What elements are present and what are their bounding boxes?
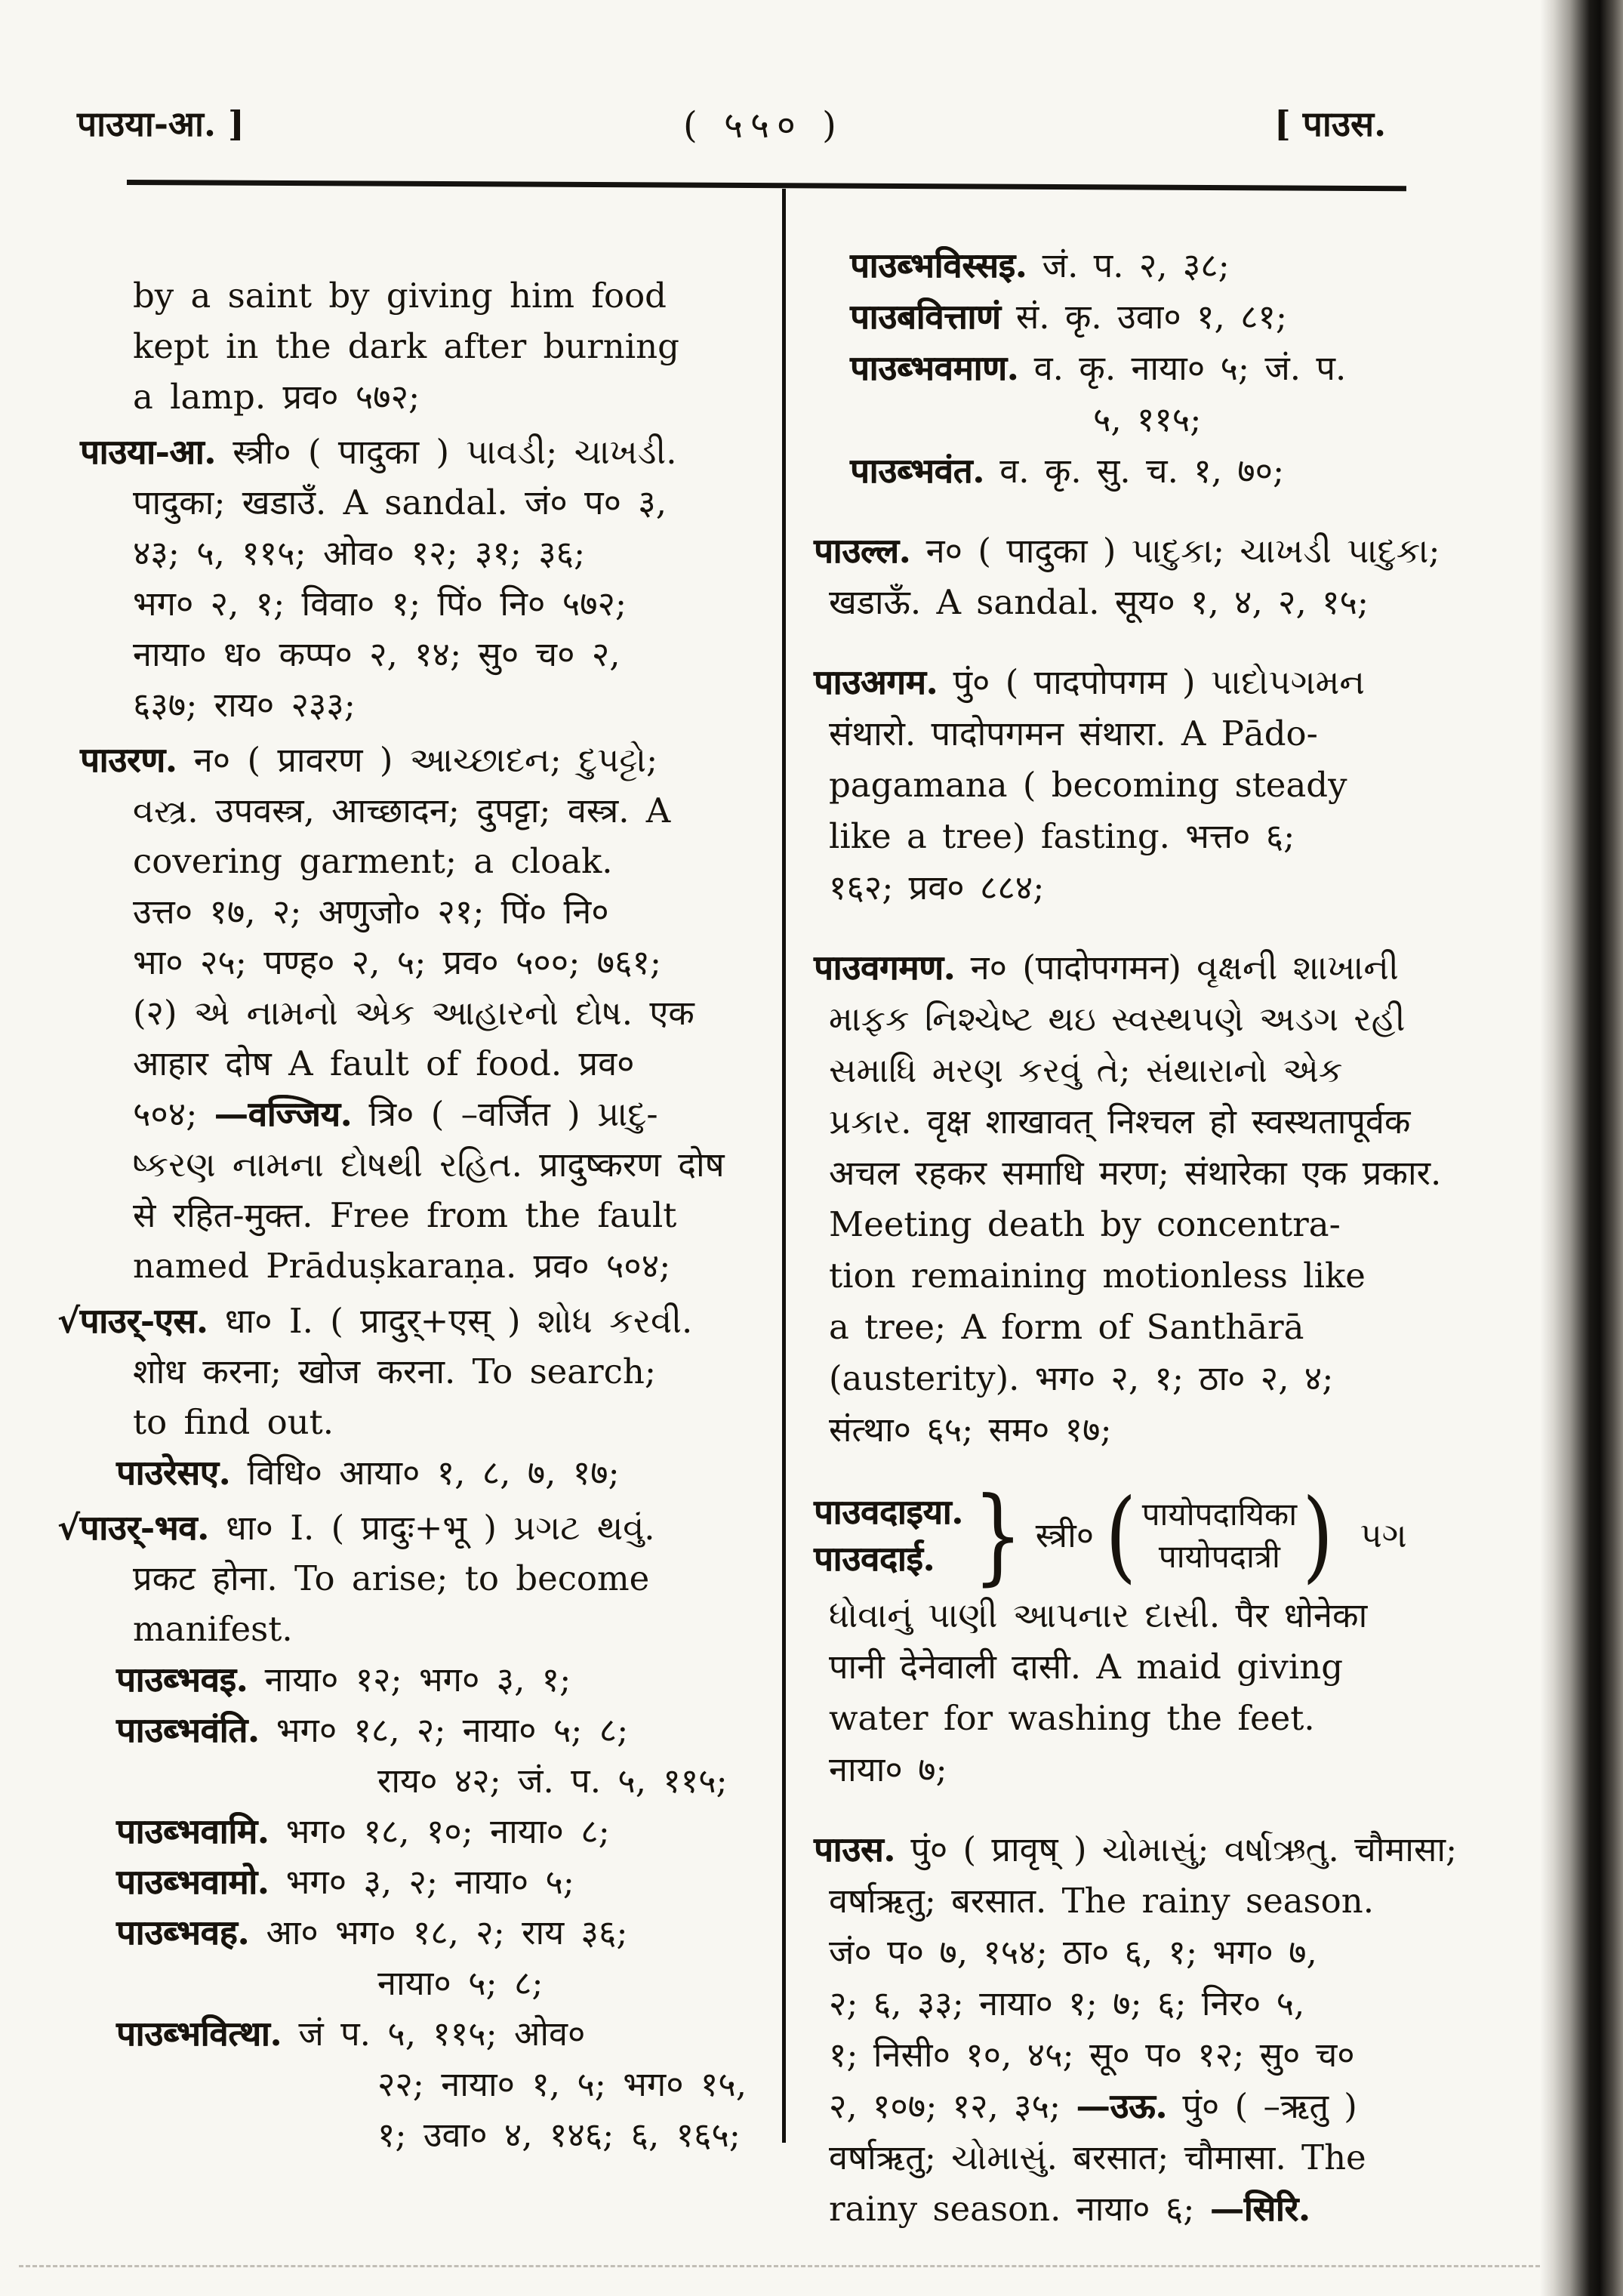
text-line <box>814 1250 1542 1302</box>
header-rule <box>127 180 1406 191</box>
text-line <box>75 937 782 988</box>
text-line <box>75 1190 782 1240</box>
text-run: वर्षाऋतु; ચોમાસું. बरसात; चौमासा. The <box>829 2137 1366 2177</box>
right-column <box>814 240 1542 2235</box>
text-line <box>75 1038 782 1089</box>
text-line <box>814 1404 1542 1456</box>
text-run: (austerity). भग० २, १; ठा० २, ४; <box>829 1358 1334 1398</box>
text-run: अचल रहकर समाधि मरण; संथारेका एक प्रकार. <box>829 1153 1442 1193</box>
text-run: પ્રકાર. वृक्ष शाखावत् निश्चल हो स्वस्थतापूर्वक <box>829 1102 1411 1142</box>
brace-headwords <box>814 1489 963 1583</box>
entry-line <box>814 942 1542 994</box>
text-run: ધોવાનું પાણી આપનાર દાસી. पैर धोनेका <box>829 1595 1368 1635</box>
text-line <box>814 1927 1542 1978</box>
text-line <box>814 343 1542 394</box>
column-divider <box>782 189 786 2143</box>
headword: पाउल्ल. <box>814 531 911 571</box>
text-line <box>75 1806 782 1857</box>
text-run: न० ( पादुका ) પાદુકા; ચાખડી પાદુકા; <box>910 531 1440 571</box>
text-run: named Prāduṣkaraṇa. प्रव० ५०४; <box>133 1246 671 1286</box>
close-paren: ) <box>1302 1478 1334 1594</box>
left-column <box>57 270 782 2160</box>
text-run: વસ્ત્ર. उपवस्त्र, आच्छादन; दुपट्टा; वस्त्र. A <box>133 791 671 831</box>
text-run: rainy season. नाया० ६; <box>829 2189 1210 2229</box>
text-line <box>75 2110 782 2160</box>
running-head-right: [ पाउस. <box>1274 103 1387 144</box>
text-run: ४३; ५, ११५; ओव० १२; ३१; ३६; <box>133 533 586 573</box>
headword: पाउअगम. <box>814 662 938 702</box>
text-run: भग० १८, २; नाया० ५; ८; <box>259 1710 629 1750</box>
text-run: संत्था० ६५; सम० १७; <box>829 1410 1112 1450</box>
text-line <box>75 1857 782 1907</box>
text-line <box>75 886 782 937</box>
text-run: २२; नाया० १, ५; भग० १५, <box>377 2064 747 2104</box>
text-run: खडाऊँ. A sandal. सूय० १, ४, २, १५; <box>829 582 1369 622</box>
text-line <box>75 1346 782 1397</box>
headword: पाउवदाइया. <box>814 1492 963 1532</box>
running-head-left: पाउया-आ. ] <box>77 103 245 144</box>
headword: —वज्जिय. <box>214 1094 353 1134</box>
headword: पाउब्भवइ. <box>116 1660 248 1700</box>
entry-line <box>814 525 1542 577</box>
binding-shadow-band <box>1540 0 1623 2296</box>
text-run: २; ६, ३३; नाया० १; ७; ६; निर० ५, <box>829 1983 1305 2023</box>
text-line <box>814 1045 1542 1096</box>
text-run: सं. कृ. उवा० १, ८१; <box>1000 297 1288 337</box>
brace-entry <box>814 1475 1542 1596</box>
text-line <box>814 708 1542 760</box>
text-line <box>75 2059 782 2110</box>
text-line <box>814 1641 1542 1693</box>
text-run: covering garment; a cloak. <box>133 841 613 881</box>
text-line <box>814 577 1542 628</box>
text-run: न० ( प्रावरण ) આચ્છાદન; દુપટ્ટો; <box>177 740 658 780</box>
text-run: a lamp. प्रव० ५७२; <box>133 377 420 417</box>
text-run: शोध करना; खोज करना. To search; <box>133 1351 656 1391</box>
text-run: Meeting death by concentra- <box>829 1204 1341 1244</box>
text-run: धा० I. ( प्रादुः+भू ) પ્રગટ થવું. <box>208 1508 655 1548</box>
text-line <box>75 1654 782 1705</box>
text-line <box>814 2132 1542 2184</box>
text-run: जं० प० ७, १५४; ठा० ६, १; भग० ७, <box>829 1932 1317 1972</box>
text-run: (२) એ નામનો એક આહારનો દોષ. एक <box>133 993 694 1033</box>
text-run: સમાધિ મરણ કરવું તે; સંથારાનો એક <box>829 1050 1343 1090</box>
text-run: by a saint by giving him food <box>133 276 667 316</box>
text-run: न० (पादोपगमन) વૃક્ષની શાખાની <box>955 948 1399 988</box>
text-line <box>814 291 1542 343</box>
text-line <box>75 321 782 371</box>
headword: —उऊ. <box>1076 2086 1168 2126</box>
text-run: भग० १८, १०; नाया० ८; <box>269 1811 610 1851</box>
text-line <box>814 1199 1542 1250</box>
text-run: से रहित-मुक्त. Free from the fault <box>133 1195 677 1235</box>
text-run: ६३७; राय० २३३; <box>133 685 356 725</box>
headword: पाउब्भविस्सइ. <box>850 245 1027 285</box>
text-run: विधि० आया० १, ८, ७, १७; <box>230 1453 620 1493</box>
text-run: ષ્કરણ નામના દોષથી રહિત. प्रादुष्करण दोष <box>133 1145 725 1185</box>
text-run: प्रकट होना. To arise; to become <box>133 1558 650 1598</box>
headword: पाउब्भवह. <box>116 1912 250 1952</box>
text-run: tion remaining motionless like <box>829 1256 1366 1296</box>
text-line <box>75 836 782 886</box>
text-run: water for washing the feet. <box>829 1698 1315 1738</box>
text-run: व. कृ. सु. च. १, ७०; <box>984 451 1285 491</box>
text-run: પગ <box>1360 1515 1407 1555</box>
text-run: जं प. ५, ११५; ओव० <box>282 2014 586 2054</box>
gender-label: स्त्री० <box>1035 1515 1095 1555</box>
text-run: नाया० ५; ८; <box>377 1963 544 2003</box>
text-run: भा० २५; पण्ह० २, ५; प्रव० ५००; ७६१; <box>133 942 662 982</box>
text-run: नाया० ध० कप्प० २, १४; सु० च० २, <box>133 634 621 674</box>
text-run: a tree; A form of Santhārā <box>829 1307 1304 1347</box>
headword: पाउरण. <box>80 740 177 780</box>
headword: पाउब्भवंति. <box>116 1710 260 1750</box>
sanskrit-equivalents <box>1142 1493 1297 1578</box>
text-line <box>814 1744 1542 1795</box>
entry-line <box>814 657 1542 708</box>
text-line <box>75 1397 782 1447</box>
text-line <box>75 1139 782 1190</box>
text-run: to find out. <box>133 1402 334 1442</box>
text-line <box>814 760 1542 811</box>
text-line <box>75 1447 782 1498</box>
text-run: kept in the dark after burning <box>133 326 679 366</box>
headword: √पाउर्-भव. <box>57 1508 209 1548</box>
text-run: पानी देनेवाली दासी. A maid giving <box>829 1647 1344 1687</box>
text-run: like a tree) fasting. भत्त० ६; <box>829 816 1295 856</box>
text-line <box>75 1553 782 1604</box>
text-run: आ० भग० १८, २; राय ३६; <box>249 1912 628 1952</box>
bottom-scan-line <box>19 2265 1540 2267</box>
text-run: पादुका; खडाउँ. A sandal. जं० प० ३, <box>133 482 667 522</box>
text-line <box>75 680 782 730</box>
text-run: पुं० ( –ऋतु ) <box>1167 2086 1357 2126</box>
entry-line <box>57 1502 782 1553</box>
text-line <box>814 394 1542 445</box>
text-run: धा० I. ( प्रादुर्+एस् ) શોધ કરવી. <box>208 1301 693 1341</box>
text-line <box>814 2184 1542 2235</box>
text-line <box>75 1755 782 1806</box>
brace-glyph: } <box>972 1475 1023 1596</box>
headword: पाउवगमण. <box>814 948 956 988</box>
text-line <box>814 1302 1542 1353</box>
entry-line <box>75 735 782 785</box>
headword: पाउवदाई. <box>814 1539 935 1579</box>
text-line <box>75 1604 782 1654</box>
text-line <box>75 1089 782 1139</box>
text-run: त्रि० ( –वर्जित ) પ્રાદુ- <box>352 1094 658 1134</box>
text-run: आहार दोष A fault of food. प्रव० <box>133 1043 635 1083</box>
text-run: उत्त० १७, २; अणुजो० २१; पिं० नि० <box>133 892 609 932</box>
text-run: स्त्री० ( पादुका ) પાવડી; ચાખડી. <box>215 432 677 472</box>
headword: पाउया-आ. <box>80 432 216 472</box>
text-run: नाया० ७; <box>829 1749 947 1789</box>
text-run: १; उवा० ४, १४६; ६, १६५; <box>377 2115 741 2155</box>
text-line <box>814 811 1542 862</box>
headword: पाउस. <box>814 1829 895 1869</box>
text-run: पुं० ( प्रावृष् ) ચોમાસું; વર્ષાઋતુ. चौमासा; <box>895 1829 1458 1869</box>
headword: पाउब्भवामो. <box>116 1862 269 1902</box>
text-run: manifest. <box>133 1609 293 1649</box>
entry-line <box>75 427 782 477</box>
entry-line <box>57 1296 782 1346</box>
text-line <box>814 2029 1542 2081</box>
headword: पाउब्भवमाण. <box>850 348 1019 388</box>
headword: —सिरि. <box>1209 2189 1310 2229</box>
text-line <box>814 994 1542 1045</box>
text-run: ५०४; <box>133 1094 214 1134</box>
text-line <box>75 1240 782 1291</box>
text-line <box>75 270 782 321</box>
text-run: भग० ३, २; नाया० ५; <box>269 1862 574 1902</box>
page-number: ( ५५० ) <box>683 104 844 146</box>
text-line <box>814 1590 1542 1641</box>
text-line <box>75 1705 782 1755</box>
text-line <box>814 1353 1542 1404</box>
sanskrit-word: पायोपदायिका <box>1141 1496 1298 1533</box>
text-line <box>75 477 782 528</box>
text-run: वर्षाऋतु; बरसात. The rainy season. <box>829 1881 1375 1921</box>
text-line <box>814 2081 1542 2132</box>
text-line <box>814 445 1542 497</box>
text-line <box>814 1096 1542 1148</box>
open-paren: ( <box>1105 1478 1137 1594</box>
text-run: १६२; प्रव० ८८४; <box>829 868 1045 908</box>
text-line <box>75 785 782 836</box>
text-line <box>814 1978 1542 2029</box>
text-line <box>75 371 782 422</box>
text-run: पुं० ( पादपोपगम ) પાદોપગમન <box>938 662 1365 702</box>
entry-line <box>814 1824 1542 1875</box>
headword: √पाउर्-एस. <box>57 1301 208 1341</box>
headword: पाउब्भवित्था. <box>116 2014 282 2054</box>
text-line <box>75 629 782 680</box>
text-run: માફક નિશ્ચેષ્ટ થઇ સ્વસ્થપણે અડગ રહી <box>829 999 1406 1039</box>
headword: पाउरेसए. <box>116 1453 231 1493</box>
text-run: जं. प. २, ३८; <box>1027 245 1230 285</box>
text-line <box>75 1907 782 1958</box>
text-line <box>75 528 782 578</box>
text-run: ५, ११५; <box>1093 399 1202 439</box>
text-run: २, १०७; १२, ३५; <box>829 2086 1076 2126</box>
headword: पाउब्भवामि. <box>116 1811 269 1851</box>
text-run: व. कृ. नाया० ५; जं. प. <box>1018 348 1347 388</box>
text-run: भग० २, १; विवा० १; पिं० नि० ५७२; <box>133 584 627 624</box>
text-line <box>814 1875 1542 1927</box>
text-line <box>814 1693 1542 1744</box>
text-line <box>814 1148 1542 1199</box>
text-line <box>814 862 1542 914</box>
text-run: संथारो. पादोपगमन संथारा. A Pādo- <box>829 713 1318 754</box>
text-line <box>75 2008 782 2059</box>
text-line <box>814 240 1542 291</box>
text-run: pagamana ( becoming steady <box>829 765 1347 805</box>
text-line <box>75 988 782 1038</box>
headword: पाउबवित्ताणं <box>850 297 1001 337</box>
text-run: १; निसी० १०, ४५; सू० प० १२; सु० च० <box>829 2035 1355 2075</box>
sanskrit-word: पायोपदात्री <box>1158 1538 1280 1575</box>
text-line <box>75 1958 782 2008</box>
text-line <box>75 578 782 629</box>
headword: पाउब्भवंत. <box>850 451 984 491</box>
text-run: राय० ४२; जं. प. ५, ११५; <box>377 1761 728 1801</box>
text-run: नाया० १२; भग० ३, १; <box>248 1660 571 1700</box>
